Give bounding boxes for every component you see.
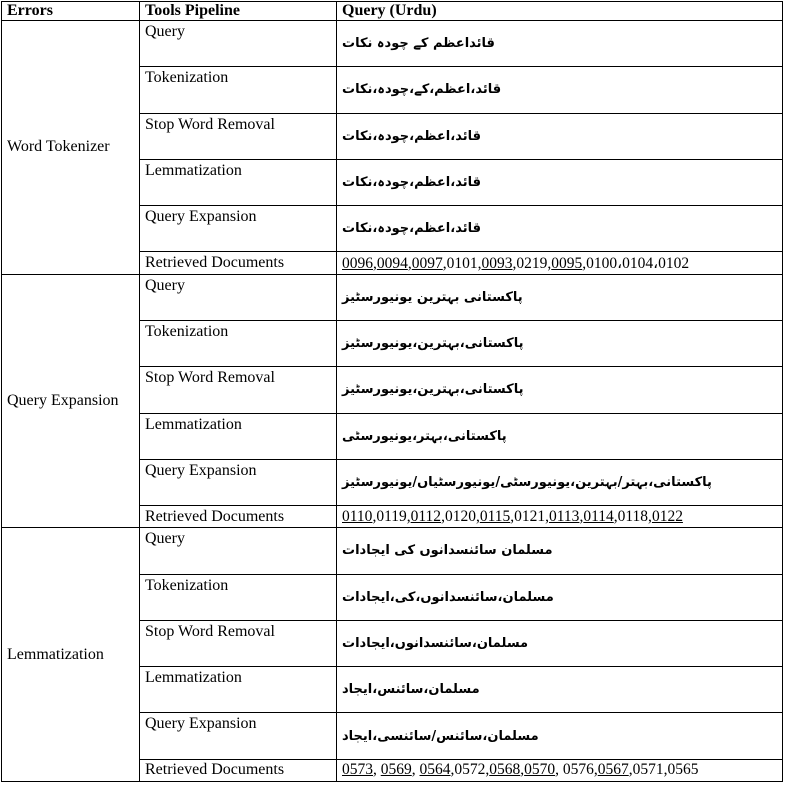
header-row [2, 2, 783, 21]
document-id-text: , 0576, [555, 761, 598, 779]
pipeline-step-cell: Retrieved Documents [140, 506, 337, 528]
pipeline-step-cell: Tokenization [140, 320, 337, 366]
relevant-document-id: 0114 [583, 507, 614, 525]
relevant-document-id: 0093 [481, 254, 513, 272]
document-id-text: ,0572, [450, 761, 490, 779]
pipeline-step-cell: Tokenization [140, 67, 337, 113]
error-analysis-table [1, 1, 783, 782]
urdu-query-cell: قائداعظم کے چودہ نکات [337, 21, 783, 67]
relevant-document-id: 0095 [551, 254, 583, 272]
table-row [2, 274, 783, 320]
document-id-text: ,0219, [512, 254, 552, 272]
relevant-document-id: 0115 [479, 507, 511, 525]
table-body [2, 21, 783, 782]
retrieved-document-ids [337, 759, 783, 781]
relevant-document-id: 0122 [651, 507, 683, 525]
retrieved-document-ids [337, 252, 783, 274]
pipeline-step-cell: Retrieved Documents [140, 252, 337, 274]
urdu-query-cell: پاکستانی،بہتر،یونیورسٹی [337, 413, 783, 459]
header-query-urdu: Query (Urdu) [337, 2, 783, 21]
urdu-query-cell: قائد،اعظم،چودہ،نکات [337, 206, 783, 252]
pipeline-step-cell: Query Expansion [140, 206, 337, 252]
document-id-text: ,0100،0104،0102 [582, 254, 690, 272]
table-row [2, 528, 783, 574]
urdu-query-cell: مسلمان،سائنس/سائنسی،ایجاد [337, 713, 783, 759]
urdu-query-cell: پاکستانی،بہتر/بہترین،یونیورسٹی/یونیورسٹیاں/یونیورسٹیز [337, 459, 783, 505]
relevant-document-id: 0112 [410, 507, 442, 525]
pipeline-step-cell: Tokenization [140, 574, 337, 620]
document-id-text: ,0101, [442, 254, 482, 272]
document-id-text: , [579, 507, 584, 525]
document-id-text: , [373, 761, 381, 779]
document-id-text: ,0571,0565 [628, 761, 699, 779]
table-row [2, 21, 783, 67]
urdu-query-cell: مسلمان سائنسدانوں کی ایجادات [337, 528, 783, 574]
pipeline-step-cell: Lemmatization [140, 667, 337, 713]
relevant-document-id: 0096 [342, 254, 373, 272]
document-id-text: ,0118, [613, 507, 652, 525]
relevant-document-id: 0567 [597, 761, 629, 779]
relevant-document-id: 0568 [489, 761, 521, 779]
relevant-document-id: 0564 [419, 761, 451, 779]
relevant-document-id: 0569 [380, 761, 412, 779]
pipeline-step-cell: Query Expansion [140, 713, 337, 759]
pipeline-step-cell: Lemmatization [140, 413, 337, 459]
document-id-text: ,0119, [372, 507, 411, 525]
relevant-document-id: 0097 [411, 254, 443, 272]
pipeline-step-cell: Query Expansion [140, 459, 337, 505]
urdu-query-cell: قائد،اعظم،چودہ،نکات [337, 159, 783, 205]
relevant-document-id: 0113 [549, 507, 580, 525]
pipeline-step-cell: Lemmatization [140, 159, 337, 205]
relevant-document-id: 0094 [376, 254, 408, 272]
urdu-query-cell: قائد،اعظم،چودہ،نکات [337, 113, 783, 159]
pipeline-step-cell: Stop Word Removal [140, 620, 337, 666]
document-id-text: ,0120, [441, 507, 480, 525]
retrieved-document-ids [337, 506, 783, 528]
relevant-document-id: 0110 [342, 507, 373, 525]
pipeline-step-cell: Retrieved Documents [140, 759, 337, 781]
header-errors: Errors [2, 2, 140, 21]
urdu-query-cell: مسلمان،سائنسدانوں،کی،ایجادات [337, 574, 783, 620]
urdu-query-cell: پاکستانی،بہترین،یونیورسٹیز [337, 320, 783, 366]
pipeline-step-cell: Stop Word Removal [140, 367, 337, 413]
pipeline-step-cell: Stop Word Removal [140, 113, 337, 159]
document-id-text: ,0121, [510, 507, 549, 525]
pipeline-step-cell: Query [140, 274, 337, 320]
header-tools-pipeline: Tools Pipeline [140, 2, 337, 21]
error-category-cell: Query Expansion [2, 274, 140, 528]
urdu-query-cell: مسلمان،سائنسدانوں،ایجادات [337, 620, 783, 666]
document-id-text: , [520, 761, 525, 779]
urdu-query-cell: پاکستانی بہترین یونیورسٹیز [337, 274, 783, 320]
urdu-query-cell: مسلمان،سائنس،ایجاد [337, 667, 783, 713]
relevant-document-id: 0570 [524, 761, 556, 779]
document-id-text: , [373, 254, 377, 272]
relevant-document-id: 0573 [342, 761, 373, 779]
urdu-query-cell: پاکستانی،بہترین،یونیورسٹیز [337, 367, 783, 413]
document-id-text: , [411, 761, 420, 779]
pipeline-step-cell: Query [140, 21, 337, 67]
pipeline-step-cell: Query [140, 528, 337, 574]
error-category-cell: Word Tokenizer [2, 21, 140, 275]
document-id-text: , [407, 254, 412, 272]
urdu-query-cell: قائد،اعظم،کے،چودہ،نکات [337, 67, 783, 113]
error-category-cell: Lemmatization [2, 528, 140, 782]
